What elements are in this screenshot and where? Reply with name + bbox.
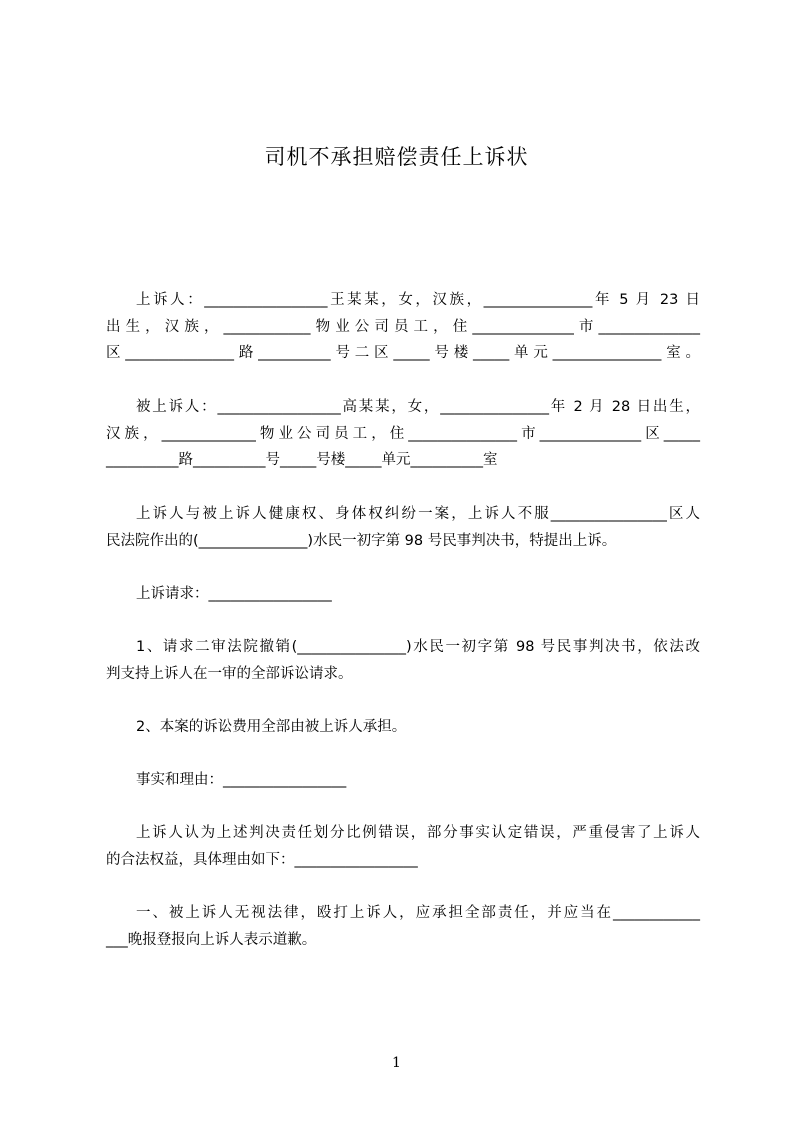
request-1-paragraph bbox=[106, 634, 700, 687]
case-intro-paragraph bbox=[106, 501, 700, 554]
request-2-line: 2、本案的诉讼费用全部由被上诉人承担。 bbox=[136, 719, 407, 735]
appellant-line-3: 区_______________路__________号二区_____号楼_____单元_______________室。 bbox=[106, 345, 700, 361]
appellant-line-2: 出生，汉族，____________物业公司员工，住______________市______________ bbox=[106, 318, 700, 335]
facts-heading: 事实和理由：_________________ bbox=[136, 772, 347, 788]
reason-1-paragraph bbox=[106, 900, 700, 953]
appellee-line-3: __________路__________号_____号楼_____单元__________室 bbox=[106, 452, 498, 468]
reason-1-line-2: ___晚报登报向上诉人表示道歉。 bbox=[106, 931, 317, 948]
request-heading-paragraph bbox=[106, 581, 700, 608]
facts-heading-paragraph bbox=[106, 767, 700, 794]
facts-intro-paragraph bbox=[106, 820, 700, 873]
reason-1-line-1: 一、被上诉人无视法律，殴打上诉人，应承担全部责任，并应当在____________ bbox=[136, 905, 700, 921]
request-heading: 上诉请求：_________________ bbox=[136, 586, 332, 602]
appellant-paragraph bbox=[106, 287, 700, 367]
facts-intro-line-2: 的合法权益，具体理由如下：_________________ bbox=[106, 851, 418, 868]
page-number: 1 bbox=[392, 1055, 401, 1071]
request-1-line-1: 1、请求二审法院撤销(_______________)水民一初字第 98 号民事判决书，依法改 bbox=[136, 639, 700, 655]
appellee-line-1: 被上诉人：_________________高某某，女，_______________年 2 月 28 日出生， bbox=[136, 399, 700, 415]
appellant-line-1: 上诉人：_________________王某某，女，汉族，_______________年 5 月 23 日 bbox=[136, 292, 700, 308]
appellee-paragraph bbox=[106, 394, 700, 474]
appellee-line-2: 汉族，_____________物业公司员工，住_______________市______________区_____ bbox=[106, 425, 700, 442]
document-title: 司机不承担赔偿责任上诉状 bbox=[264, 145, 529, 169]
facts-intro-line-1: 上诉人认为上述判决责任划分比例错误，部分事实认定错误，严重侵害了上诉人 bbox=[136, 825, 700, 841]
case-intro-line-1: 上诉人与被上诉人健康权、身体权纠纷一案，上诉人不服________________区人 bbox=[136, 506, 700, 522]
request-1-line-2: 判支持上诉人在一审的全部诉讼请求。 bbox=[106, 665, 353, 682]
case-intro-line-2: 民法院作出的(_______________)水民一初字第 98 号民事判决书，特提出上诉。 bbox=[106, 532, 617, 549]
request-2-paragraph bbox=[106, 714, 700, 741]
